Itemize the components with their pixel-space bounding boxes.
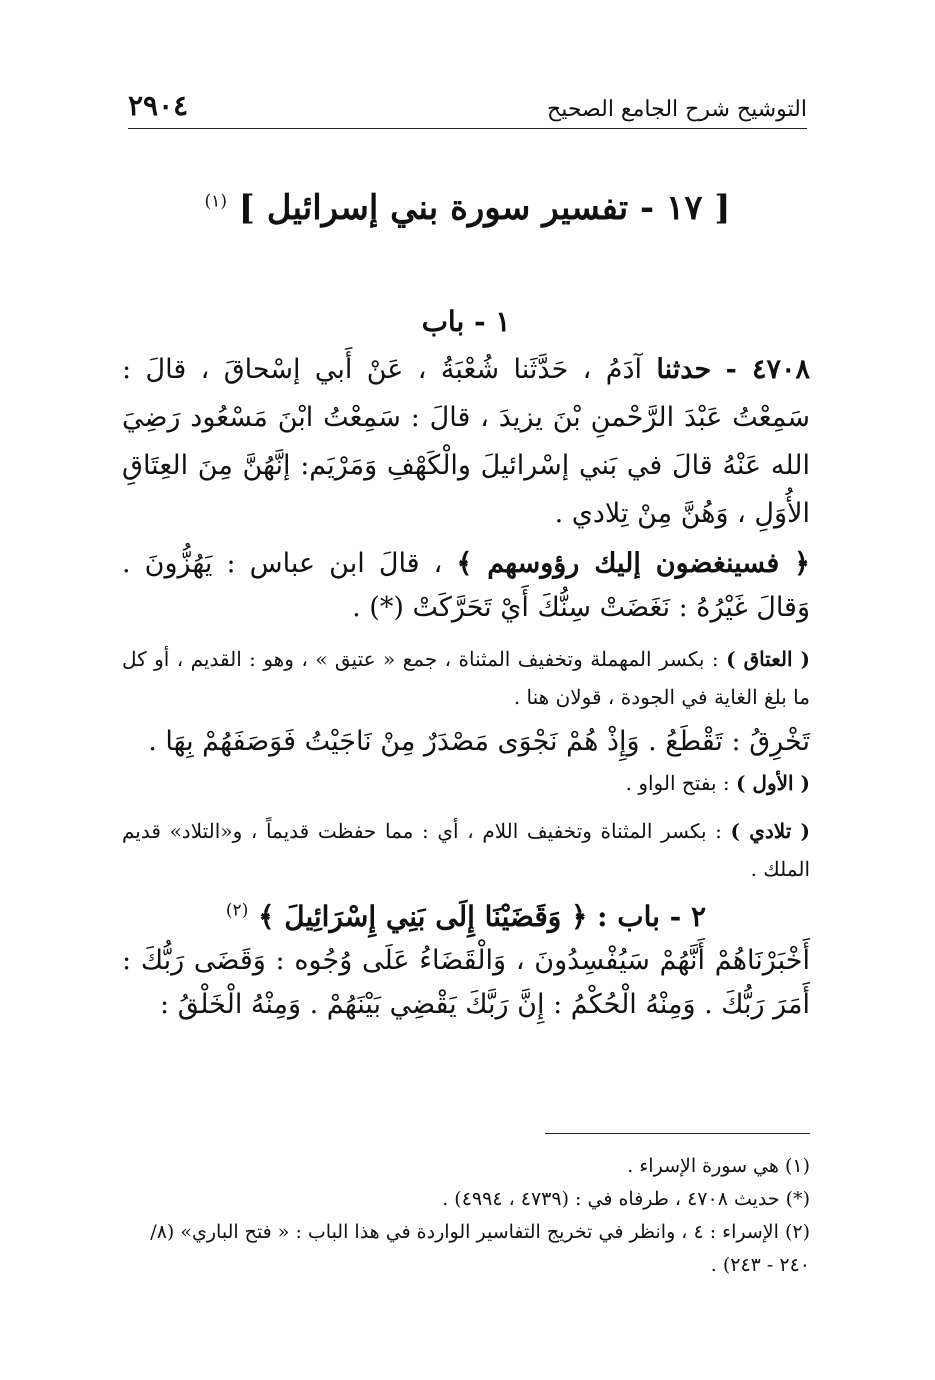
hadith-text: آدَمُ ، حَدَّثَنا شُعْبَةُ ، عَنْ أَبي إسْحاقَ ، قالَ : سَمِعْتُ عَبْدَ الرَّحْمنِ بْنَ يزيدَ ، قالَ : سَمِعْتُ ابْنَ مَسْعُود رَضِيَ الله عَنْهُ قالَ في بَني إسْرائيلَ والْكَهْفِ وَمَرْيَم: إنَّهُنَّ مِنَ العِتَاقِ الأُوَلِ ، وَهُنَّ مِنْ تِلادي .	[122, 354, 810, 529]
verse-text: ، قالَ ابن عباس : يَهُزُّونَ . وَقالَ غَيْرُهُ : نَغَضَتْ سِنُّكَ أَيْ تَحَرَّكَتْ	[122, 548, 810, 623]
footnote: (١) هي سورة الإسراء .	[627, 1155, 810, 1177]
sura-title: [ ١٧ - تفسير سورة بني إسرائيل ]	[238, 188, 731, 228]
commentary-qada: أَخْبَرْنَاهُمْ أَنَّهُمْ سَيُفْسِدُونَ ، وَالْقَضَاءُ عَلَى وُجُوه : وَقَضَى رَبُّكَ : أَمَرَ رَبُّكَ . وَمِنْهُ الْحُكْمُ : إِنَّ رَبَّكَ يَقْضِي بَيْنَهُمْ . وَمِنْهُ الْخَلْقُ :	[122, 945, 810, 1020]
running-header	[128, 80, 807, 129]
verse-end: .	[352, 592, 361, 623]
sura-heading	[100, 188, 835, 228]
book-title: التوشيح شرح الجامع الصحيح	[547, 97, 807, 122]
bab-1-heading: ١ - باب	[421, 305, 511, 338]
note-ataq	[122, 640, 810, 716]
note-tiladi-text: : بكسر المثناة وتخفيف اللام ، أي : مما حفظت قديماً ، و«التلاد» قديم الملك .	[122, 819, 810, 881]
note-awwal	[122, 764, 810, 802]
footnote-separator	[545, 1133, 810, 1134]
bab-2-heading	[122, 900, 810, 933]
footnotes	[122, 1150, 810, 1282]
bab-2-footnote-ref: (٢)	[225, 900, 249, 921]
verse-quote: ﴿ فسينغضون إليك رؤوسهم ﴾	[456, 548, 810, 579]
note-awwal-term: ( الأول )	[735, 771, 810, 795]
note-tiladi	[122, 812, 810, 888]
hadith-number: ٤٧٠٨ -	[725, 354, 810, 385]
verse-ref: (*)	[369, 592, 404, 623]
page-number: ٢٩٠٤	[128, 89, 189, 122]
hadith-haddathana: حدثنا	[656, 354, 712, 385]
footnote: (*) حديث ٤٧٠٨ ، طرفاه في : (٤٧٣٩ ، ٤٩٩٤) .	[442, 1188, 810, 1210]
bab-2-title: ٢ - باب : ﴿ وَقَضَيْنَا إِلَى بَنِي إِسْرَائِيلَ ﴾	[258, 900, 707, 933]
sura-footnote-ref: (١)	[204, 191, 227, 212]
commentary-takhriq: تَخْرِقُ : تَقْطَعُ . وَإِذْ هُمْ نَجْوَى مَصْدَرٌ مِنْ نَاجَيْتُ فَوَصَفَهُمْ بِهَا .	[148, 726, 810, 757]
footnote: (٢) الإسراء : ٤ ، وانظر في تخريج التفاسير الواردة في هذا الباب : « فتح الباري» (٨/ ٢٤٠ - ٢٤٣) .	[150, 1221, 810, 1276]
note-ataq-term: ( العتاق )	[726, 647, 811, 671]
note-ataq-text: : بكسر المهملة وتخفيف المثناة ، جمع « عتيق » ، وهو : القديم ، أو كل ما بلغ الغاية في الجودة ، قولان هنا .	[122, 647, 810, 709]
note-tiladi-term: ( تلادي )	[730, 819, 811, 843]
main-text	[122, 305, 810, 1027]
note-awwal-text: : بفتح الواو .	[625, 771, 730, 795]
hadith-4708	[122, 346, 810, 538]
verse-commentary	[122, 542, 810, 630]
